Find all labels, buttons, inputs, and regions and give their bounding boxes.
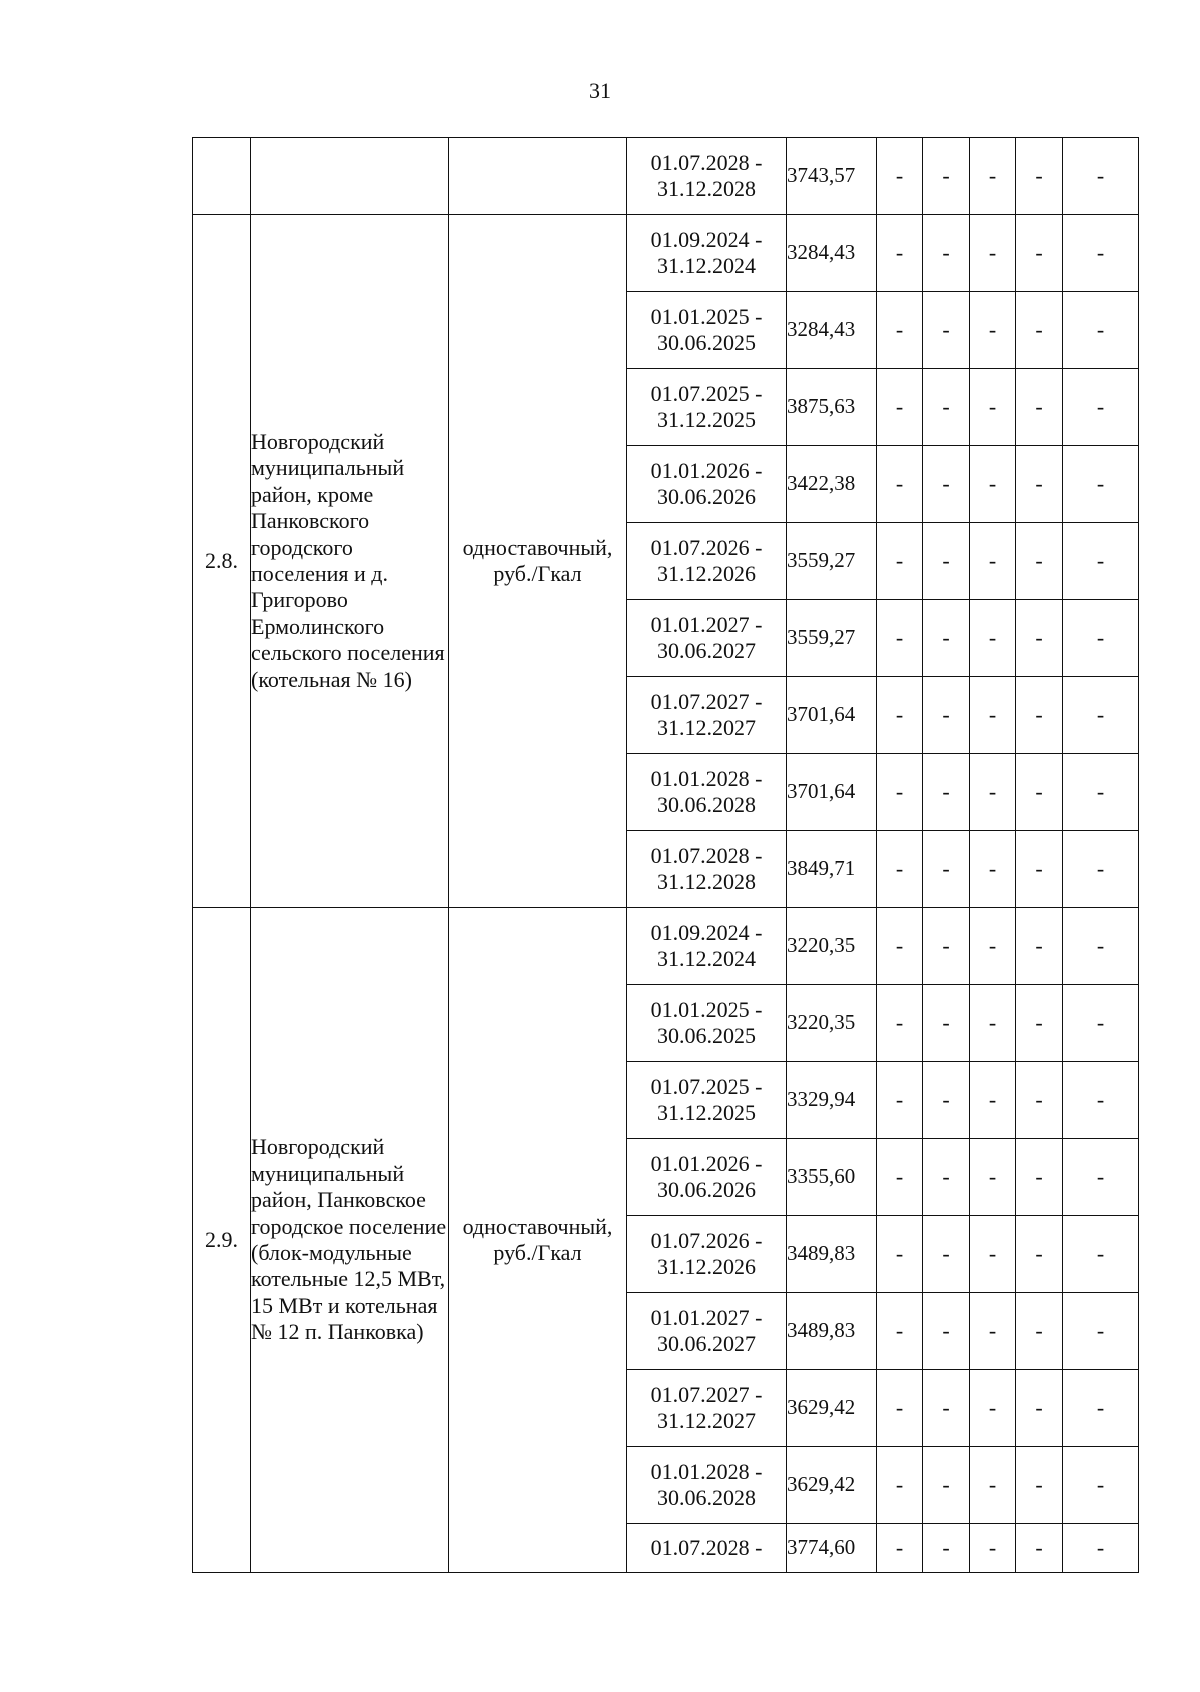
period-cell: 01.01.2026 - 30.06.2026 [627, 446, 787, 523]
dash-cell: - [970, 754, 1016, 831]
table-row [193, 138, 1139, 215]
period-cell: 01.01.2027 - 30.06.2027 [627, 1293, 787, 1370]
dash-cell: - [1016, 1293, 1063, 1370]
tariff-value-cell: 3559,27 [787, 523, 877, 600]
dash-cell: - [923, 523, 970, 600]
period-cell: 01.07.2028 - [627, 1524, 787, 1573]
period-cell: 01.07.2028 - 31.12.2028 [627, 831, 787, 908]
item-number-cell: 2.9. [193, 908, 251, 1573]
dash-cell: - [1063, 677, 1139, 754]
tariff-table-body [193, 138, 1139, 1573]
tariff-value-cell: 3875,63 [787, 369, 877, 446]
territory-text: Новгородский муниципальный район, Панковское городское поселение (блок-модульные котельные 12,5 МВт, 15 МВт и котельная № 12 п. Панковка) [251, 1134, 447, 1345]
dash-cell: - [923, 446, 970, 523]
tariff-value-cell: 3489,83 [787, 1293, 877, 1370]
dash-cell: - [970, 1139, 1016, 1216]
dash-cell: - [923, 292, 970, 369]
dash-cell: - [923, 138, 970, 215]
dash-cell: - [923, 1139, 970, 1216]
tariff-value-cell: 3284,43 [787, 292, 877, 369]
dash-cell: - [1063, 831, 1139, 908]
dash-cell: - [877, 1293, 923, 1370]
dash-cell: - [1016, 446, 1063, 523]
dash-cell: - [1016, 831, 1063, 908]
dash-cell: - [1063, 1447, 1139, 1524]
dash-cell: - [923, 600, 970, 677]
period-cell: 01.07.2028 - 31.12.2028 [627, 138, 787, 215]
item-number-cell: 2.8. [193, 215, 251, 908]
dash-cell: - [877, 215, 923, 292]
tariff-value-cell: 3849,71 [787, 831, 877, 908]
dash-cell: - [1063, 138, 1139, 215]
dash-cell: - [1063, 523, 1139, 600]
dash-cell: - [970, 600, 1016, 677]
dash-cell: - [877, 292, 923, 369]
dash-cell: - [1063, 1139, 1139, 1216]
tariff-value-cell: 3355,60 [787, 1139, 877, 1216]
dash-cell: - [877, 600, 923, 677]
dash-cell: - [1016, 523, 1063, 600]
tariff-value-cell: 3329,94 [787, 1062, 877, 1139]
dash-cell: - [970, 369, 1016, 446]
dash-cell: - [970, 908, 1016, 985]
dash-cell: - [970, 215, 1016, 292]
dash-cell: - [1063, 1370, 1139, 1447]
dash-cell: - [970, 1447, 1016, 1524]
tariff-type-cell: одноставочный, руб./Гкал [449, 215, 627, 908]
dash-cell: - [877, 1062, 923, 1139]
dash-cell: - [1016, 369, 1063, 446]
dash-cell: - [1063, 754, 1139, 831]
dash-cell: - [970, 677, 1016, 754]
dash-cell: - [1016, 677, 1063, 754]
dash-cell: - [877, 369, 923, 446]
territory-text: Новгородский муниципальный район, кроме Панковского городского поселения и д. Григорово Ермолинского сельского поселения (котельная № 16) [251, 429, 445, 692]
dash-cell: - [1063, 908, 1139, 985]
dash-cell: - [923, 1524, 970, 1573]
tariff-value-cell: 3774,60 [787, 1524, 877, 1573]
period-cell: 01.07.2025 - 31.12.2025 [627, 369, 787, 446]
period-cell: 01.01.2026 - 30.06.2026 [627, 1139, 787, 1216]
dash-cell: - [970, 831, 1016, 908]
tariff-value-cell: 3422,38 [787, 446, 877, 523]
dash-cell: - [877, 985, 923, 1062]
dash-cell: - [877, 754, 923, 831]
dash-cell: - [1063, 1293, 1139, 1370]
dash-cell: - [1016, 754, 1063, 831]
empty-cell [193, 138, 251, 215]
period-cell: 01.01.2027 - 30.06.2027 [627, 600, 787, 677]
tariff-value-cell: 3220,35 [787, 908, 877, 985]
dash-cell: - [1016, 1216, 1063, 1293]
dash-cell: - [970, 446, 1016, 523]
tariff-value-cell: 3629,42 [787, 1370, 877, 1447]
dash-cell: - [877, 1139, 923, 1216]
dash-cell: - [923, 369, 970, 446]
dash-cell: - [970, 1293, 1016, 1370]
dash-cell: - [1063, 369, 1139, 446]
dash-cell: - [970, 292, 1016, 369]
dash-cell: - [923, 1062, 970, 1139]
period-cell: 01.09.2024 - 31.12.2024 [627, 215, 787, 292]
dash-cell: - [877, 1216, 923, 1293]
dash-cell: - [1063, 215, 1139, 292]
dash-cell: - [1063, 1062, 1139, 1139]
territory-cell [251, 215, 449, 908]
empty-cell [251, 138, 449, 215]
period-cell: 01.01.2028 - 30.06.2028 [627, 1447, 787, 1524]
dash-cell: - [877, 446, 923, 523]
dash-cell: - [1063, 446, 1139, 523]
tariff-value-cell: 3743,57 [787, 138, 877, 215]
dash-cell: - [877, 1524, 923, 1573]
dash-cell: - [1016, 1524, 1063, 1573]
dash-cell: - [877, 523, 923, 600]
dash-cell: - [1016, 1370, 1063, 1447]
tariff-value-cell: 3489,83 [787, 1216, 877, 1293]
period-cell: 01.07.2027 - 31.12.2027 [627, 677, 787, 754]
period-cell: 01.09.2024 - 31.12.2024 [627, 908, 787, 985]
empty-cell [449, 138, 627, 215]
dash-cell: - [923, 1447, 970, 1524]
table-row [193, 908, 1139, 985]
dash-cell: - [923, 831, 970, 908]
dash-cell: - [1016, 1139, 1063, 1216]
dash-cell: - [923, 215, 970, 292]
dash-cell: - [1063, 985, 1139, 1062]
dash-cell: - [877, 677, 923, 754]
page-number: 31 [589, 78, 611, 103]
dash-cell: - [970, 523, 1016, 600]
period-cell: 01.07.2027 - 31.12.2027 [627, 1370, 787, 1447]
dash-cell: - [970, 1524, 1016, 1573]
tariff-value-cell: 3701,64 [787, 754, 877, 831]
tariff-table [192, 137, 1139, 1573]
dash-cell: - [923, 908, 970, 985]
territory-cell [251, 908, 449, 1573]
tariff-value-cell: 3629,42 [787, 1447, 877, 1524]
dash-cell: - [970, 985, 1016, 1062]
dash-cell: - [923, 985, 970, 1062]
tariff-value-cell: 3559,27 [787, 600, 877, 677]
tariff-value-cell: 3284,43 [787, 215, 877, 292]
dash-cell: - [1016, 215, 1063, 292]
dash-cell: - [1016, 1447, 1063, 1524]
dash-cell: - [923, 1370, 970, 1447]
dash-cell: - [877, 831, 923, 908]
dash-cell: - [1063, 1216, 1139, 1293]
period-cell: 01.01.2025 - 30.06.2025 [627, 292, 787, 369]
period-cell: 01.07.2026 - 31.12.2026 [627, 1216, 787, 1293]
dash-cell: - [1016, 1062, 1063, 1139]
dash-cell: - [877, 138, 923, 215]
dash-cell: - [923, 1216, 970, 1293]
dash-cell: - [970, 1062, 1016, 1139]
dash-cell: - [877, 908, 923, 985]
period-cell: 01.07.2026 - 31.12.2026 [627, 523, 787, 600]
dash-cell: - [877, 1370, 923, 1447]
dash-cell: - [970, 138, 1016, 215]
dash-cell: - [1016, 292, 1063, 369]
dash-cell: - [923, 1293, 970, 1370]
dash-cell: - [1063, 1524, 1139, 1573]
period-cell: 01.01.2028 - 30.06.2028 [627, 754, 787, 831]
dash-cell: - [1016, 985, 1063, 1062]
dash-cell: - [1016, 600, 1063, 677]
dash-cell: - [1016, 908, 1063, 985]
dash-cell: - [923, 677, 970, 754]
tariff-value-cell: 3220,35 [787, 985, 877, 1062]
dash-cell: - [970, 1216, 1016, 1293]
tariff-type-cell: одноставочный, руб./Гкал [449, 908, 627, 1573]
table-row [193, 215, 1139, 292]
period-cell: 01.01.2025 - 30.06.2025 [627, 985, 787, 1062]
dash-cell: - [1016, 138, 1063, 215]
period-cell: 01.07.2025 - 31.12.2025 [627, 1062, 787, 1139]
dash-cell: - [1063, 292, 1139, 369]
dash-cell: - [923, 754, 970, 831]
dash-cell: - [970, 1370, 1016, 1447]
tariff-value-cell: 3701,64 [787, 677, 877, 754]
dash-cell: - [1063, 600, 1139, 677]
dash-cell: - [877, 1447, 923, 1524]
